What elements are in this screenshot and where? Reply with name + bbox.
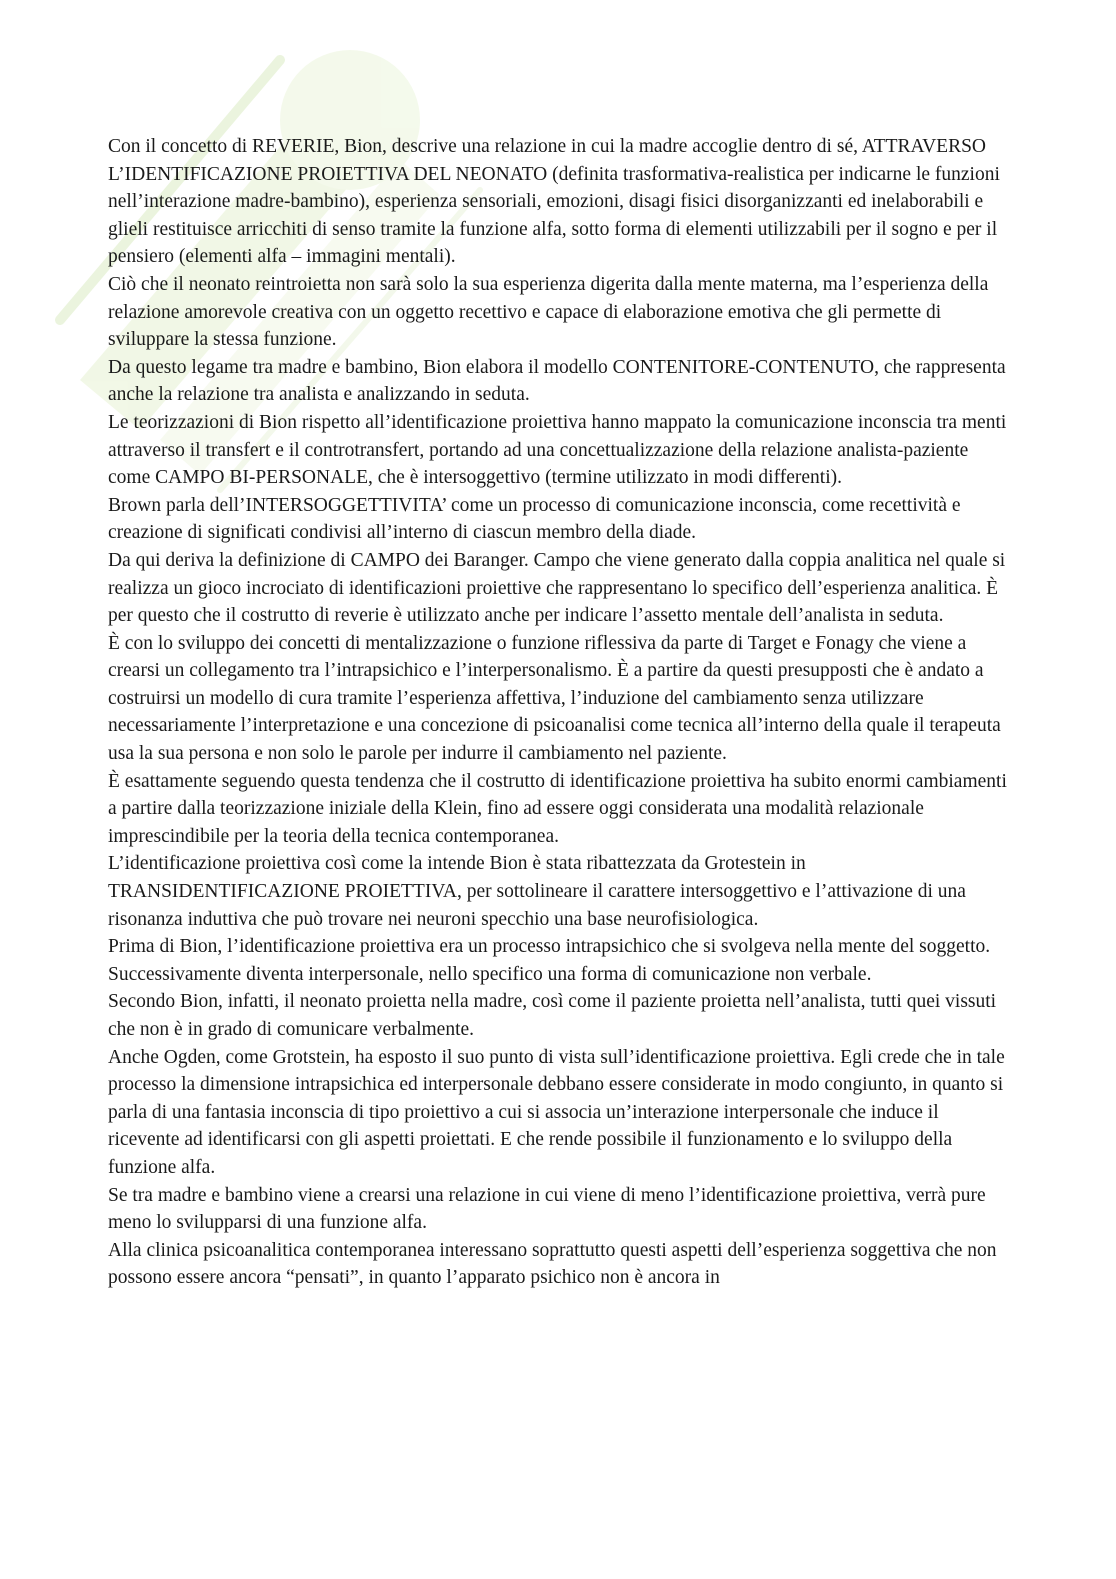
document-body: [108, 133, 1008, 1292]
paragraph: Prima di Bion, l’identificazione proiettiva era un processo intrapsichico che si svolgeva nella mente del soggetto. Successivamente diventa interpersonale, nello specifico una forma di comunicazione non verbale.: [108, 936, 991, 985]
paragraph: Da qui deriva la definizione di CAMPO dei Baranger. Campo che viene generato dalla coppia analitica nel quale si realizza un gioco incrociato di identificazioni proiettive che rappresentano lo specifico dell’esperienza analitica. È per questo che il costrutto di reverie è utilizzato anche per indicare l’assetto mentale dell’analista in seduta.: [108, 549, 1006, 627]
paragraph: Brown parla dell’INTERSOGGETTIVITA’ come un processo di comunicazione inconscia, come recettività e creazione di significati condivisi all’interno di ciascun membro della diade.: [108, 494, 961, 544]
paragraph: Anche Ogden, come Grotstein, ha esposto il suo punto di vista sull’identificazione proiettiva. Egli crede che in tale processo la dimensione intrapsichica ed interpersonale debbano essere considerate in modo congiunto, in quanto si parla di una fantasia inconscia di tipo proiettivo a cui si associa un’interazione interpersonale che induce il ricevente ad identificarsi con gli aspetti proiettati. E che rende possibile il funzionamento e lo sviluppo della funzione alfa.: [108, 1046, 1005, 1178]
paragraph: Secondo Bion, infatti, il neonato proietta nella madre, così come il paziente proietta nell’analista, tutti quei vissuti che non è in grado di comunicare verbalmente.: [108, 991, 997, 1040]
paragraph: Le teorizzazioni di Bion rispetto all’identificazione proiettiva hanno mappato la comunicazione inconscia tra menti attraverso il transfert e il controtransfert, portando ad una concettualizzazione della relazione analista-paziente come CAMPO BI-PERSONALE, che è intersoggettivo (termine utilizzato in modi differenti).: [108, 411, 1007, 489]
paragraph: Con il concetto di REVERIE, Bion, descrive una relazione in cui la madre accoglie dentro di sé, ATTRAVERSO L’IDENTIFICAZIONE PROIETTIVA DEL NEONATO (definita trasformativa-realistica per indicarne le funzioni nell’interazione madre-bambino), esperienza sensoriali, emozioni, disagi fisici disorganizzanti ed inelaborabili e glieli restituisce arricchiti di senso tramite la funzione alfa, sotto forma di elementi utilizzabili per il sogno e per il pensiero (elementi alfa – immagini mentali).: [108, 136, 1000, 268]
paragraph: È con lo sviluppo dei concetti di mentalizzazione o funzione riflessiva da parte di Target e Fonagy che viene a crearsi un collegamento tra l’intrapsichico e l’interpersonalismo. È a partire da questi presupposti che è andato a costruirsi un modello di cura tramite l’esperienza affettiva, l’induzione del cambiamento senza utilizzare necessariamente l’interpretazione e una concezione di psicoanalisi come tecnica all’interno della quale il terapeuta usa la sua persona e non solo le parole per indurre il cambiamento nel paziente.: [108, 632, 1001, 765]
paragraph: È esattamente seguendo questa tendenza che il costrutto di identificazione proiettiva ha subito enormi cambiamenti a partire dalla teorizzazione iniziale della Klein, fino ad essere oggi considerata una modalità relazionale imprescindibile per la teoria della tecnica contemporanea.: [108, 770, 1007, 847]
paragraph: Alla clinica psicoanalitica contemporanea interessano soprattutto questi aspetti dell’esperienza soggettiva che non possono essere ancora “pensati”, in quanto l’apparato psichico non è ancora in: [108, 1239, 997, 1289]
paragraph: Ciò che il neonato reintroietta non sarà solo la sua esperienza digerita dalla mente materna, ma l’esperienza della relazione amorevole creativa con un oggetto recettivo e capace di elaborazione emotiva che gli permette di sviluppare la stessa funzione.: [108, 273, 989, 351]
paragraph: Se tra madre e bambino viene a crearsi una relazione in cui viene di meno l’identificazione proiettiva, verrà pure meno lo svilupparsi di una funzione alfa.: [108, 1184, 986, 1234]
paragraph: L’identificazione proiettiva così come la intende Bion è stata ribattezzata da Grotestein in TRANSIDENTIFICAZIONE PROIETTIVA, per sottolineare il carattere intersoggettivo e l’attivazione di una risonanza induttiva che può trovare nei neuroni specchio una base neurofisiologica.: [108, 853, 966, 930]
paragraph: Da questo legame tra madre e bambino, Bion elabora il modello CONTENITORE-CONTENUTO, che rappresenta anche la relazione tra analista e analizzando in seduta.: [108, 356, 1006, 406]
